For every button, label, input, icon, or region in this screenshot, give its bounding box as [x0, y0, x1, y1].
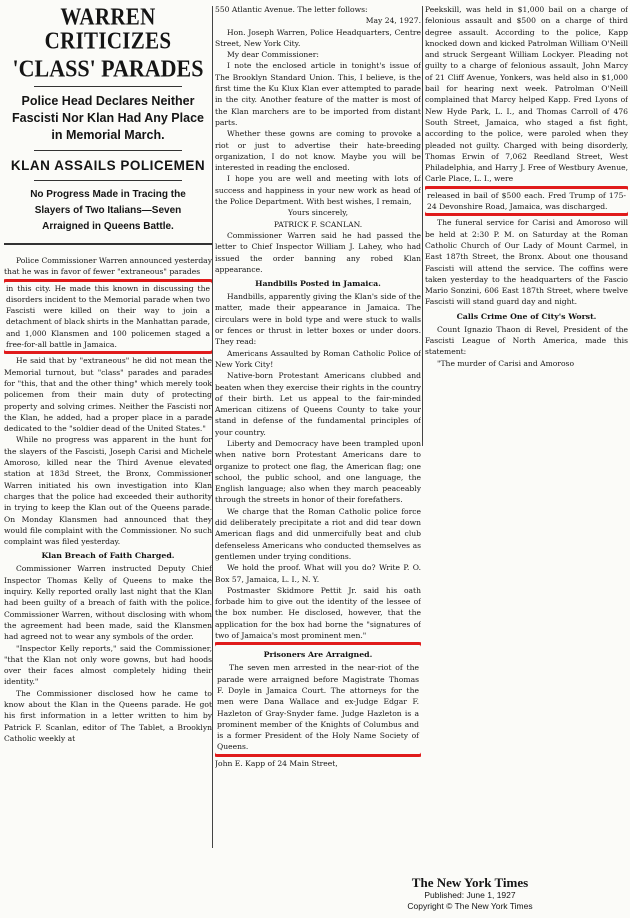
letter-date: May 24, 1927. — [365, 16, 421, 26]
subheading: Calls Crime One of City's Worst. — [456, 311, 597, 321]
paragraph: While no progress was apparent in the hunt for the slayers of the Fascisti, Joseph Carisi and Michele Amoroso, killed near the Third Avenue elevated station at 183d Street, the Bronx, Commissioner Warren initiated his own investigation into Klan charges that the police had exceeded their authority in trying to keep the Klan out of the Queens parade. On Monday Klansmen had announced that they would file complaint with the Commissioner. No such complaint was filed yesterday. — [4, 435, 212, 547]
handbill-text: We charge that the Roman Catholic police force did deliberately precipitate a riot and did tear down American flags and did unmercifully beat and club defenseless Americans who conducted themselves as gentlemen under trying conditions. — [215, 506, 421, 561]
handbill-text: Americans Assaulted by Roman Catholic Police of New York City! — [215, 348, 421, 369]
paragraph-highlighted: released in bail of $500 each. Fred Trump of 175-24 Devonshire Road, Jamaica, was discharged. — [427, 190, 626, 212]
paragraph: The funeral service for Carisi and Amoroso will be held at 2:30 P. M. on Saturday at the Roman Catholic Church of Our Lady of Mount Carmel, in East 187th Street, the Bronx. About one thousand Fascisti will attend the service. The coffins were taken yesterday to the headquarters of the Fascio Mario Sonzini, 606 East 187th Street, where twelve Fascisti will stand guard day and night. — [425, 218, 628, 307]
headline-divider — [34, 150, 182, 151]
paragraph: The Commissioner disclosed how he came to know about the Klan in the Queens parade. He got his first information in a letter written to him by Patrick F. Scanlan, editor of The Tablet, a Brooklyn Catholic weekly at — [4, 688, 212, 743]
headline-main-line2: 'CLASS' PARADES — [12, 54, 204, 83]
subheading-highlighted: Prisoners Are Arraigned. — [263, 650, 373, 660]
paragraph: Postmaster Skidmore Pettit Jr. said his oath forbade him to give out the identity of the lessee of the box number. He disclosed, however, that the application for the box had borne the "signatures of two of Jamaica's most prominent men." — [215, 585, 421, 641]
headline-deck-2: KLAN ASSAILS POLICEMEN — [10, 158, 206, 173]
paragraph: Count Ignazio Thaon di Revel, President of the Fascisti League of North America, made this statement: — [425, 324, 628, 357]
copyright-notice: Copyright © The New York Times — [407, 901, 533, 911]
paragraph: Commissioner Warren instructed Deputy Chief Inspector Thomas Kelly of Queens to make the inquiry. Kelly reported orally last night that the Klan had been guilty of a breach of faith with the police. Commissioner Warren, without disclosing with whom the agreement had been made, said the Klansmen had agreed not to wear any symbols of the order. — [4, 564, 212, 642]
paragraph: Peekskill, was held in $1,000 bail on a charge of felonious assault and $500 on a charge of third degree assault. According to the police, Kapp knocked down and kicked Patrolman William O'Neill and struck Sergeant William Lockyer. Pleading not guilty to a charge of felonious assault, John Marcy of 21 Cliff Avenue, Yonkers, was held also in $1,000 bail for hearing next week. Patrolman O'Neill complained that Marcy helped Kapp. Fred Lyons of New Hyde Park, L. I., and Thomas Carroll of 476 South Street, Jamaica, who staged a fist fight, according to the police, were paroled when they pleaded not guilty. Charged with being disorderly, Thomas Erwin of 7,062 Reedland Street, West Philadelphia, and Harry J. Free of Westbury Avenue, Carle Place, L. I., were — [425, 5, 628, 184]
paragraph: Handbills, apparently giving the Klan's side of the matter, made their appearance in Jamaica. The circulars were in bold type and were stuck to walls or fences or thrust in letter boxes or under doors. They read: — [215, 292, 421, 347]
headline-divider — [34, 180, 182, 181]
column-3 — [425, 4, 628, 454]
paragraph: Commissioner Warren said he had passed the letter to Chief Inspector William J. Lahey, who had issued the order banning any robed Klan appearance. — [215, 230, 421, 274]
paragraph: John E. Kapp of 24 Main Street, — [215, 758, 338, 768]
paragraph: 550 Atlantic Avenue. The letter follows: — [215, 5, 368, 14]
nyt-logo: The New York Times — [411, 875, 529, 890]
letter-paragraph: Whether these gowns are coming to provoke a riot or just to advertise their hate-breeding organization, I do not know. Maybe you will be interested in reading the enclosed. — [215, 129, 421, 173]
handbill-text: Liberty and Democracy have been trampled upon when native born Protestant Americans dare to organize to protect one flag, the American flag; one school, the public school, and one language, the English language; also when they march peaceably through the streets in honor of their forefathers. — [215, 438, 421, 505]
paragraph-highlighted: The seven men arrested in the near-riot of the parade were arraigned before Magistrate Thomas F. Doyle in Jamaica Court. The attorneys for the men were Dana Wallace and ex-Judge Edgar F. Hazleton of Gray-Snyder fame. Judge Hazleton is a prominent member of the Knights of Columbus and is a former President of the Holy Name Society of Queens. — [217, 663, 419, 752]
lead-paragraph-highlighted: in this city. He made this known in discussing the disorders incident to the Memorial parade when two Fascisti were killed on their way to join a detachment of black shirts in the Manhattan parade, and 1,000 Klansmen and 100 policemen staged a free-for-all battle in Jamaica. — [6, 283, 210, 350]
footer — [320, 875, 620, 912]
letter-salutation: My dear Commissioner: — [227, 50, 319, 60]
letter-paragraph: I hope you are well and meeting with lots of success and happiness in your new work as head of the Police Department. With best wishes, I remain, — [215, 174, 421, 207]
letter-paragraph: I note the enclosed article in tonight's issue of The Brooklyn Standard Union. This, I believe, is the first time the Ku Klux Klan ever attempted to parade in the city. Another feature of the matter is most of the Klan marchers are to be imported from distant parts. — [215, 61, 421, 127]
column-1 — [4, 4, 212, 876]
letter-signature: PATRICK F. SCANLAN. — [273, 219, 363, 229]
subheading: Klan Breach of Faith Charged. — [41, 551, 175, 561]
paragraph: He said that by "extraneous" he did not mean the Memorial turnout, but "class" parades and parades for "this, that and the other thing" which merely took policemen from their main duty of protecting property and solving crimes. Neither the Fascisti nor the Klan, he added, had a proper place in a parade dedicated to the "soldier dead of the United States." — [4, 356, 212, 434]
letter-address: Hon. Joseph Warren, Police Headquarters, Centre Street, New York City. — [215, 27, 421, 48]
headline-deck-3: No Progress Made in Tracing the Slayers of Two Italians—Seven Arraigned in Queens Battle. — [30, 189, 186, 232]
column-rule — [422, 6, 423, 446]
handbill-text: Native-born Protestant Americans clubbed and beaten when they exercise their rights in the country of their birth. Let us appeal to the fair-minded American citizens of Queens County to take your stand in defense of the fundamental principles of your country. — [215, 371, 421, 437]
highlight-box — [425, 186, 628, 217]
column-rule — [212, 6, 213, 848]
highlight-box — [215, 642, 421, 756]
subheading: Handbills Posted in Jamaica. — [255, 279, 381, 289]
column-2 — [215, 4, 421, 859]
paragraph: "The murder of Carisi and Amoroso — [437, 358, 575, 368]
highlight-box — [4, 279, 212, 355]
headline-block — [4, 4, 212, 245]
published-date: Published: June 1, 1927 — [424, 890, 516, 900]
headline-deck-1: Police Head Declares Neither Fascisti Nor Klan Had Any Place in Memorial March. — [12, 94, 204, 142]
handbill-text: We hold the proof. What will you do? Write P. O. Box 57, Jamaica, L. I., N. Y. — [215, 563, 421, 584]
letter-closing: Yours sincerely, — [288, 208, 348, 218]
headline-bottom-rule — [4, 243, 212, 245]
headline-main: WARREN CRITICIZES — [44, 4, 172, 55]
headline-divider — [34, 86, 182, 87]
lead-paragraph: Police Commissioner Warren announced yesterday that he was in favor of fewer "extraneous" parades — [4, 256, 212, 277]
paragraph: "Inspector Kelly reports," said the Commissioner, "that the Klan not only wore gowns, but had hoods over their faces almost completely hiding their identity." — [4, 643, 212, 687]
